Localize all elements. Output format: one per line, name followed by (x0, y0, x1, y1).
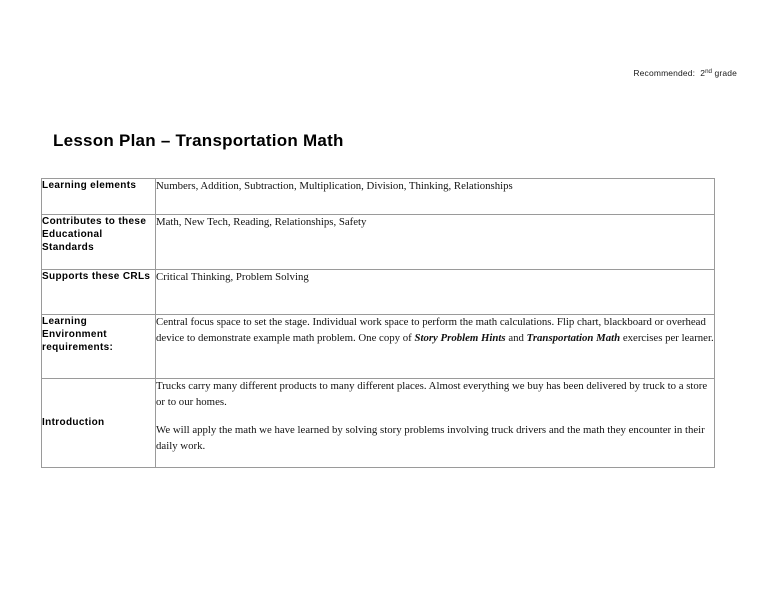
grade-number: 2 (700, 68, 706, 79)
row-label-learning-environment: Learning Environment requirements: (42, 315, 156, 379)
row-label-introduction: Introduction (42, 379, 156, 468)
row-content-learning-environment (156, 315, 715, 379)
row-label-learning-elements: Learning elements (42, 179, 156, 215)
lesson-plan-table (41, 178, 715, 468)
row-label-educational-standards: Contributes to these Educational Standards (42, 215, 156, 270)
paragraph: Central focus space to set the stage. Individual work space to perform the math calculations. Flip chart, blackboard or overhead device to demonstrate example math problem. One copy of Story Problem Hints and Transportation Math exercises per learner. (156, 316, 714, 344)
row-content-crls (156, 270, 715, 315)
table-row (42, 315, 715, 379)
table-row (42, 179, 715, 215)
table-row (42, 215, 715, 270)
grade-word: grade (714, 68, 737, 79)
paragraph: Numbers, Addition, Subtraction, Multiplication, Division, Thinking, Relationships (156, 180, 513, 192)
recommended-label: Recommended: (633, 68, 696, 79)
table-row (42, 270, 715, 315)
paragraph: We will apply the math we have learned by solving story problems involving truck drivers and the math they encounter in their daily work. (156, 424, 705, 452)
recommended-grade-note (633, 68, 737, 78)
row-content-learning-elements (156, 179, 715, 215)
page-title: Lesson Plan – Transportation Math (53, 131, 344, 151)
paragraph: Critical Thinking, Problem Solving (156, 271, 309, 283)
table-row (42, 379, 715, 468)
row-label-crls: Supports these CRLs (42, 270, 156, 315)
row-content-educational-standards (156, 215, 715, 270)
paragraph: Math, New Tech, Reading, Relationships, Safety (156, 216, 367, 228)
paragraph: Trucks carry many different products to many different places. Almost everything we buy has been delivered by truck to a store or to our homes. (156, 380, 708, 408)
row-content-introduction (156, 379, 715, 468)
grade-ordinal-suffix: nd (705, 68, 712, 75)
